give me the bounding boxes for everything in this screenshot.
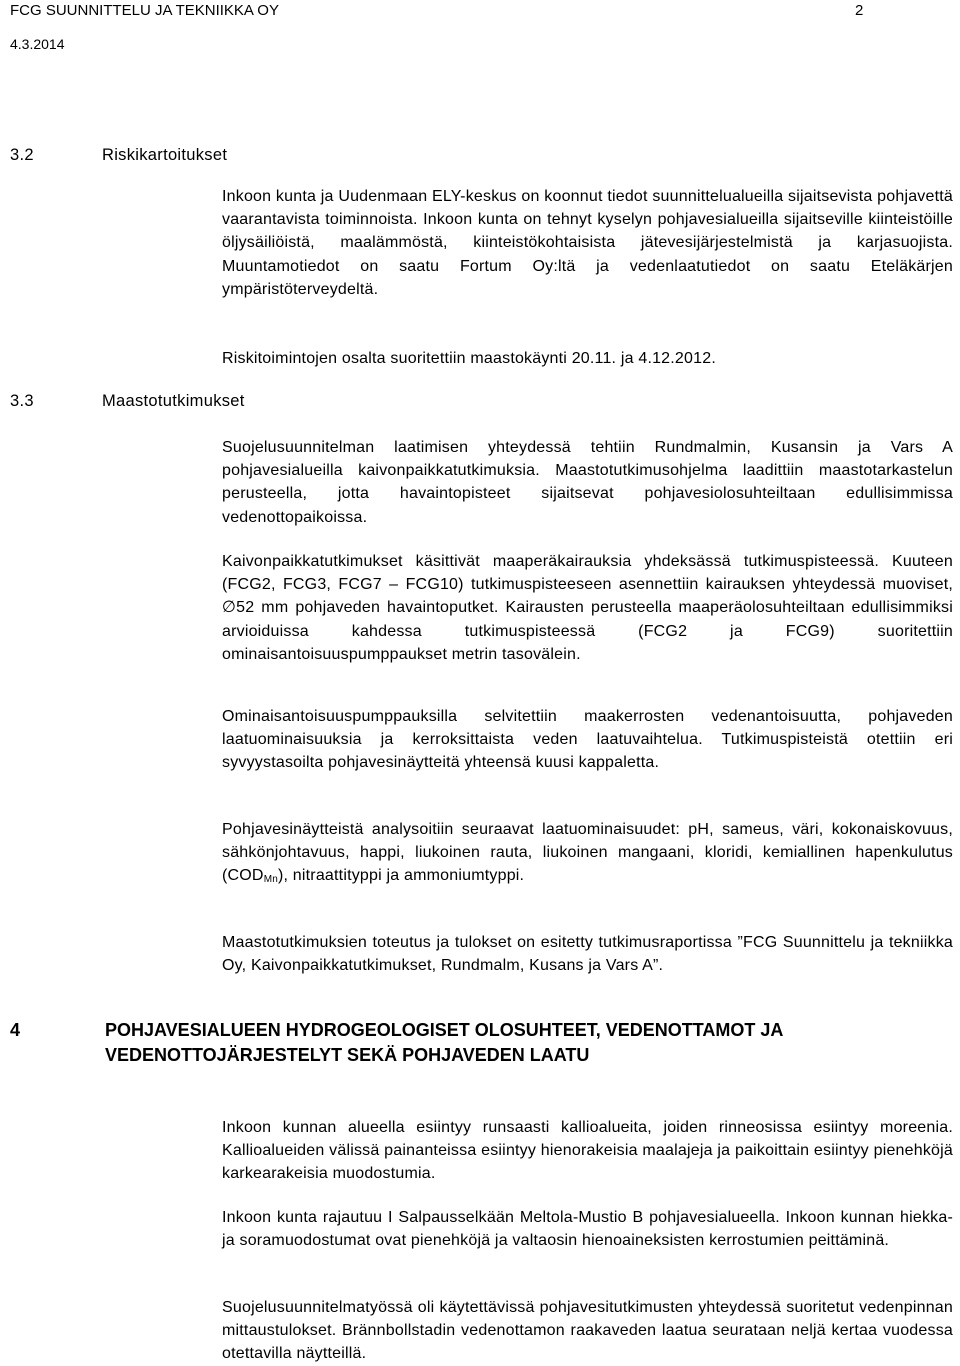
paragraph [222, 818, 953, 888]
page-number: 2 [855, 2, 864, 19]
paragraph: Inkoon kunta rajautuu I Salpausselkään Meltola-Mustio B pohjavesialueella. Inkoon kunnan hiekka- ja soramuodostumat ovat pienehköjä ja valtaosin hienoaineksisten kerrostumien peittäminä. [222, 1209, 953, 1250]
paragraph: Kaivonpaikkatutkimukset käsittivät maaperäkairauksia yhdeksässä tutkimuspisteessä. Kuuteen (FCG2, FCG3, FCG7 – FCG10) tutkimuspisteeseen asennettiin kairauksen yhteydessä muoviset, ∅52 mm pohjaveden havaintoputket. Kairausten perusteella maaperäolosuhteiltaan edullisimmiksi arvioiduissa kahdessa tutkimuspisteessä (FCG2 ja FCG9) suoritettiin ominaisantoisuuspumppaukset metrin tasovälein. [222, 553, 953, 663]
paragraph: Suojelusuunnitelman laatimisen yhteydessä tehtiin Rundmalmin, Kusansin ja Vars A pohjavesialueilla kaivonpaikkatutkimuksia. Maastotutkimusohjelma laadittiin maastotarkastelun perusteella, jotta havaintopisteet sijaitsevat pohjavesiolosuhteiltaan edullisimmissa vedenottopaikoissa. [222, 439, 953, 526]
subscript: Mn [263, 874, 278, 886]
section-title: Maastotutkimukset [102, 392, 245, 410]
paragraph: Riskitoimintojen osalta suoritettiin maastokäynti 20.11. ja 4.12.2012. [222, 350, 716, 367]
paragraph: Ominaisantoisuuspumppauksilla selvitettiin maakerrosten vedenantoisuutta, pohjaveden laatuominaisuuksia ja kerroksittaista veden laatuvaihtelua. Tutkimuspisteistä otettiin eri syvyystasoilta pohjavesinäytteitä yhteensä kuusi kappaletta. [222, 708, 953, 772]
header-date: 4.3.2014 [10, 36, 65, 52]
section-number: 3.3 [10, 392, 34, 410]
paragraph-text: Pohjavesinäytteistä analysoitiin seuraavat laatuominaisuudet: pH, sameus, väri, kokonaiskovuus, sähkönjohtavuus, happi, liukoinen rauta, liukoinen mangaani, kloridi, kemiallinen hapenkulutus (COD [222, 821, 953, 885]
paragraph: Suojelusuunnitelmatyössä oli käytettävissä pohjavesitutkimusten yhteydessä suoritetut vedenpinnan mittaustulokset. Brännbollstadin vedenottamon raakaveden laatua seurataan neljä kertaa vuodessa otettavilla näytteillä. [222, 1299, 953, 1363]
chapter-number: 4 [10, 1020, 21, 1040]
header-company: FCG SUUNNITTELU JA TEKNIIKKA OY [10, 2, 279, 19]
section-title: Riskikartoitukset [102, 146, 228, 164]
section-heading-3-3 [10, 392, 245, 411]
paragraph: Inkoon kunnan alueella esiintyy runsaasti kallioalueita, joiden rinneosissa esiintyy moreenia. Kallioalueiden välissä painanteissa esiintyy hienorakeisia maalajeja ja paikoittain esiintyy pienehköjä karkearakeisia muodostumia. [222, 1119, 953, 1183]
paragraph-text: ), nitraattityppi ja ammoniumtyppi. [277, 867, 525, 885]
paragraph: Maastotutkimuksien toteutus ja tulokset on esitetty tutkimusraportissa ”FCG Suunnittelu ja tekniikka Oy, Kaivonpaikkatutkimukset, Rundmalm, Kusans ja Vars A”. [222, 934, 953, 975]
section-heading-3-2 [10, 146, 227, 165]
paragraph: Inkoon kunta ja Uudenmaan ELY-keskus on koonnut tiedot suunnittelualueilla sijaitsevista pohjavettä vaarantavista toiminnoista. Inkoon kunta on tehnyt kyselyn pohjavesialueilla sijaitseville kiinteistöille öljysäiliöistä, maalämmöstä, kiinteistökohtaisista jätevesijärjestelmistä ja karjasuojista. Muuntamotiedot on saatu Fortum Oy:ltä ja vedenlaatutiedot on saatu Eteläkärjen ympäristöterveydeltä. [222, 188, 953, 298]
chapter-title: POHJAVESIALUEEN HYDROGEOLOGISET OLOSUHTEET, VEDENOTTAMOT JA VEDENOTTOJÄRJESTELYT SEKÄ POHJAVEDEN LAATU [105, 1020, 783, 1065]
section-number: 3.2 [10, 146, 34, 164]
